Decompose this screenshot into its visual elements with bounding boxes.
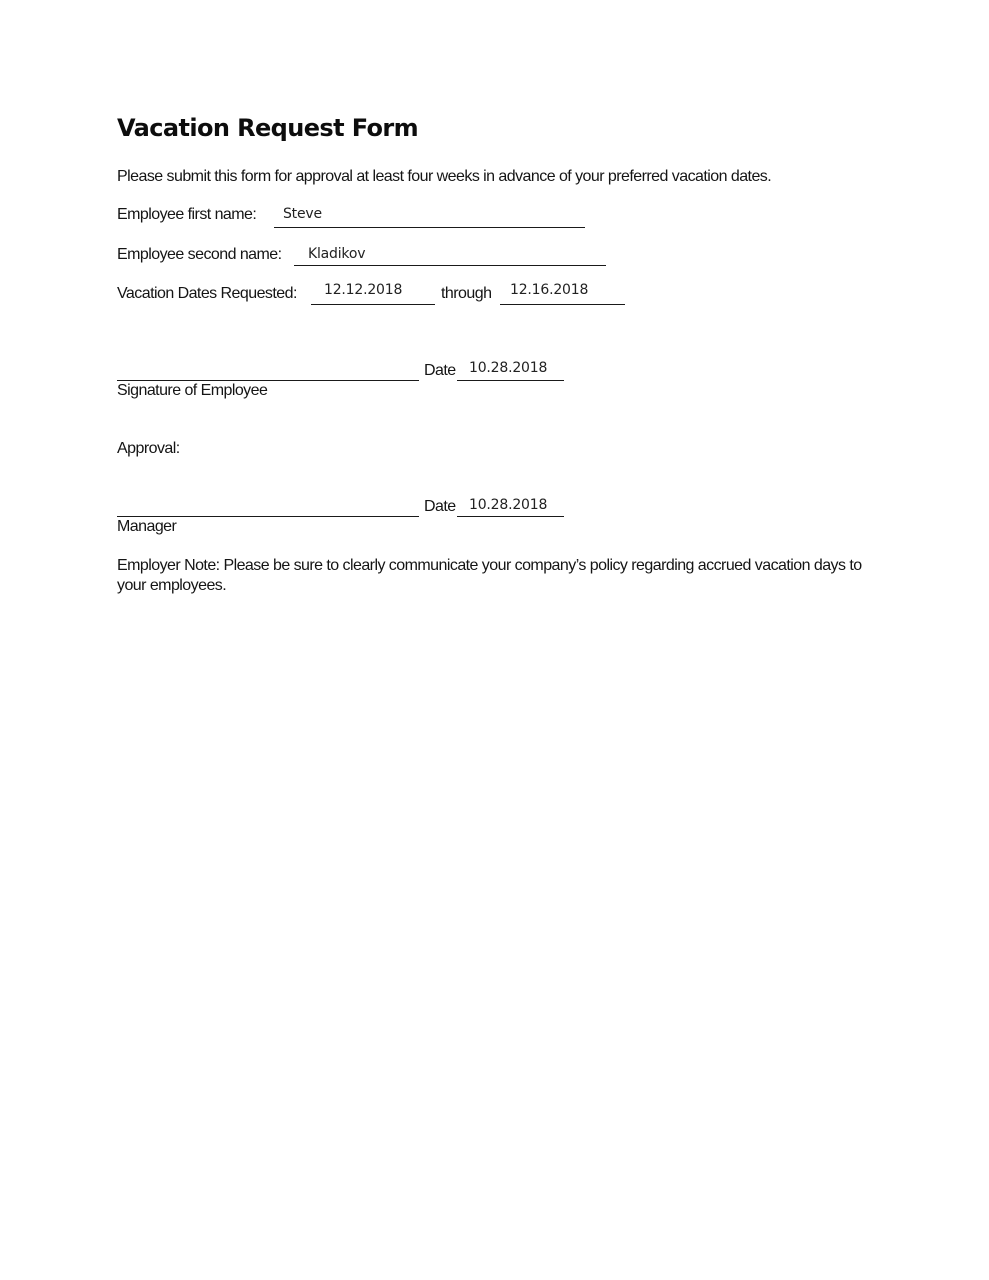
form-title: Vacation Request Form — [117, 114, 419, 142]
manager-date-label: Date — [424, 498, 456, 515]
employee-signature-line[interactable] — [117, 380, 419, 381]
start-date-underline — [311, 304, 435, 305]
end-date-value[interactable]: 12.16.2018 — [510, 282, 589, 298]
employee-date-value[interactable]: 10.28.2018 — [469, 360, 548, 376]
manager-caption: Manager — [117, 518, 177, 535]
second-name-value[interactable]: Kladikov — [308, 246, 366, 262]
first-name-label: Employee first name: — [117, 206, 257, 223]
approval-label: Approval: — [117, 440, 180, 457]
instructions-text: Please submit this form for approval at least four weeks in advance of your preferred vacation dates. — [117, 168, 772, 185]
second-name-underline — [294, 265, 606, 266]
manager-date-underline — [457, 516, 564, 517]
start-date-value[interactable]: 12.12.2018 — [324, 282, 403, 298]
manager-date-value[interactable]: 10.28.2018 — [469, 497, 548, 513]
employee-date-underline — [457, 380, 564, 381]
first-name-underline — [274, 227, 585, 228]
second-name-label: Employee second name: — [117, 246, 282, 263]
end-date-underline — [500, 304, 625, 305]
employee-date-label: Date — [424, 362, 456, 379]
manager-signature-line[interactable] — [117, 516, 419, 517]
employer-note: Employer Note: Please be sure to clearly communicate your company’s policy regarding accrued vacation days to your employees. — [117, 557, 862, 594]
employee-signature-caption: Signature of Employee — [117, 382, 268, 399]
through-label: through — [441, 285, 492, 302]
first-name-value[interactable]: Steve — [283, 206, 322, 222]
vacation-dates-label: Vacation Dates Requested: — [117, 285, 297, 302]
